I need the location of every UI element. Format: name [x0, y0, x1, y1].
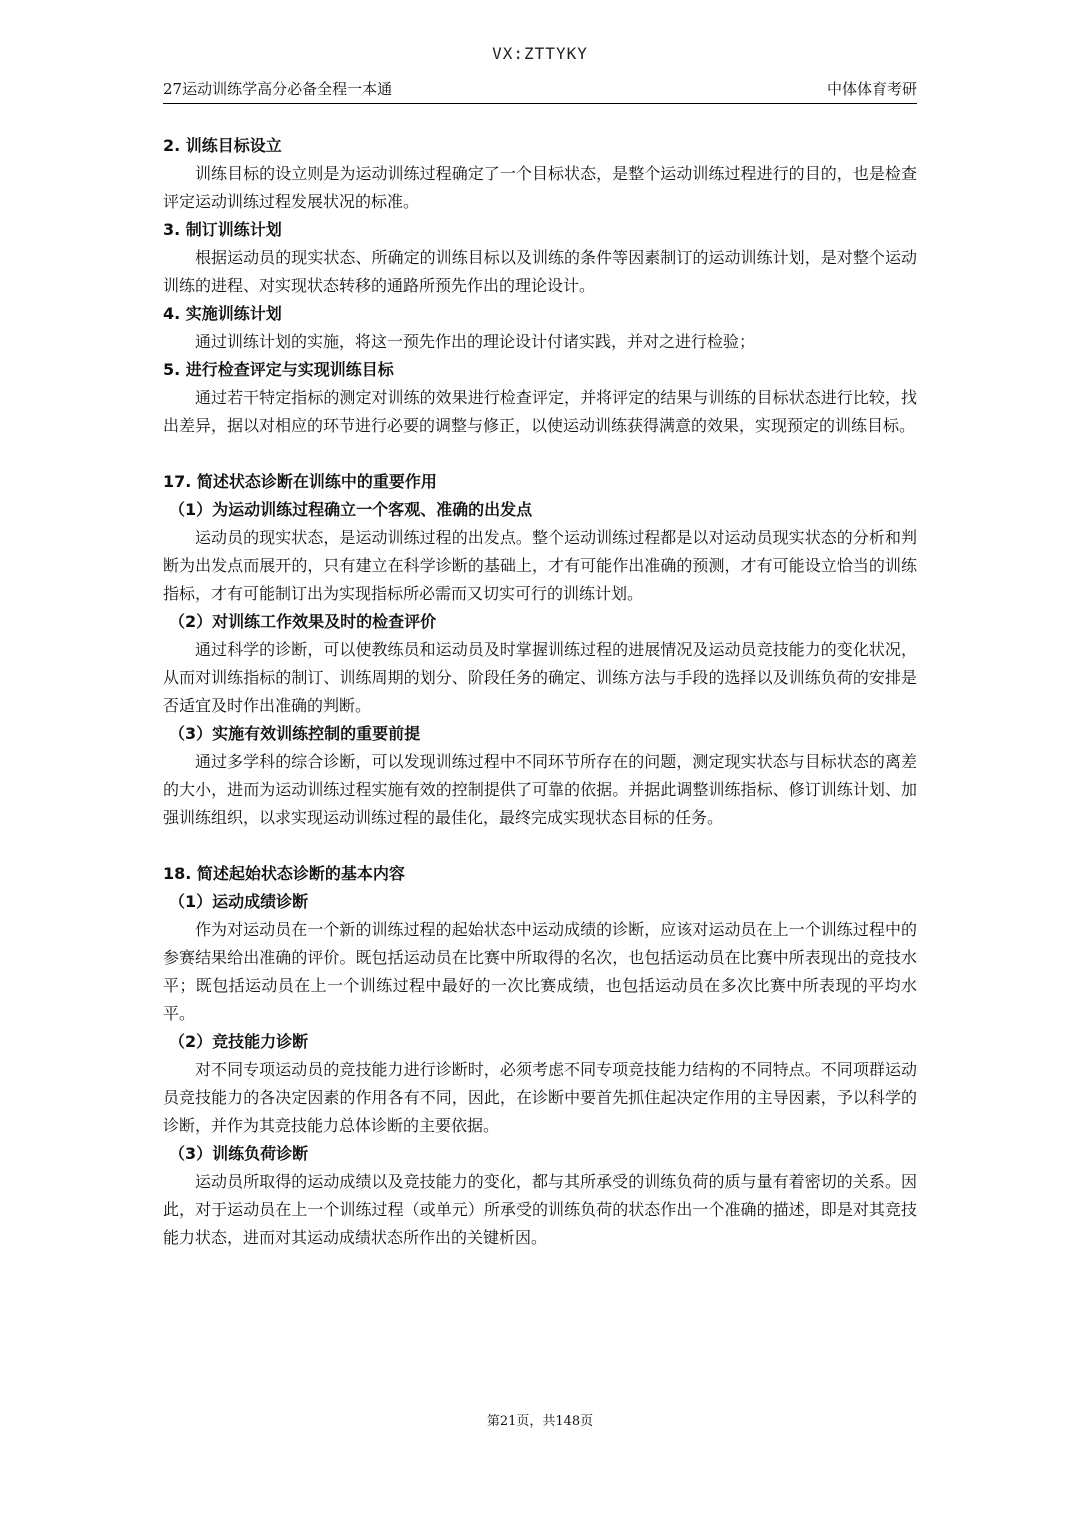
section-heading: 18. 简述起始状态诊断的基本内容	[163, 864, 405, 883]
paragraph: 通过科学的诊断，可以使教练员和运动员及时掌握训练过程的进展情况及运动员竞技能力的变化状况，从而对训练指标的制订、训练周期的划分、阶段任务的确定、训练方法与手段的选择以及训练负荷的安排是否适宜及时作出准确的判断。	[163, 640, 917, 715]
page-content	[163, 132, 917, 1252]
page-number: 第21页，共148页	[486, 1414, 594, 1429]
section-heading: 5. 进行检查评定与实现训练目标	[163, 360, 394, 379]
paragraph: 根据运动员的现实状态、所确定的训练目标以及训练的条件等因素制订的运动训练计划，是对整个运动训练的进程、对实现状态转移的通路所预先作出的理论设计。	[163, 248, 917, 295]
section-heading: 17. 简述状态诊断在训练中的重要作用	[163, 472, 437, 491]
subsection-heading: （2）竞技能力诊断	[169, 1032, 309, 1051]
section-heading: 3. 制订训练计划	[163, 220, 282, 239]
paragraph: 运动员的现实状态，是运动训练过程的出发点。整个运动训练过程都是以对运动员现实状态的分析和判断为出发点而展开的，只有建立在科学诊断的基础上，才有可能作出准确的预测，才有可能设立恰当的训练指标，才有可能制订出为实现指标所必需而又切实可行的训练计划。	[163, 528, 917, 603]
paragraph: 训练目标的设立则是为运动训练过程确定了一个目标状态，是整个运动训练过程进行的目的，也是检查评定运动训练过程发展状况的标准。	[163, 164, 917, 211]
section-gap	[163, 832, 917, 860]
subsection-heading: （1）为运动训练过程确立一个客观、准确的出发点	[169, 500, 533, 519]
paragraph: 对不同专项运动员的竞技能力进行诊断时，必须考虑不同专项竞技能力结构的不同特点。不同项群运动员竞技能力的各决定因素的作用各有不同，因此，在诊断中要首先抓住起决定作用的主导因素，予以科学的诊断，并作为其竞技能力总体诊断的主要依据。	[163, 1060, 917, 1135]
section-gap	[163, 440, 917, 468]
paragraph: 运动员所取得的运动成绩以及竞技能力的变化，都与其所承受的训练负荷的质与量有着密切的关系。因此，对于运动员在上一个训练过程（或单元）所承受的训练负荷的状态作出一个准确的描述，即是对其竞技能力状态，进而对其运动成绩状态所作出的关键析因。	[163, 1172, 917, 1247]
watermark: VX:ZTTYKY	[492, 44, 588, 63]
paragraph: 通过若干特定指标的测定对训练的效果进行检查评定，并将评定的结果与训练的目标状态进行比较，找出差异，据以对相应的环节进行必要的调整与修正，以使运动训练获得满意的效果，实现预定的训练目标。	[163, 388, 917, 435]
subsection-heading: （2）对训练工作效果及时的检查评价	[169, 612, 437, 631]
header-title: 27运动训练学高分必备全程一本通	[163, 80, 393, 98]
header-publisher: 中体体育考研	[826, 80, 917, 98]
paragraph: 通过多学科的综合诊断，可以发现训练过程中不同环节所存在的问题，测定现实状态与目标状态的离差的大小，进而为运动训练过程实施有效的控制提供了可靠的依据。并据此调整训练指标、修订训练计划、加强训练组织，以求实现运动训练过程的最佳化，最终完成实现状态目标的任务。	[163, 752, 917, 827]
header-rule	[163, 103, 917, 104]
section-heading: 2. 训练目标设立	[163, 136, 282, 155]
section-heading: 4. 实施训练计划	[163, 304, 282, 323]
subsection-heading: （3）训练负荷诊断	[169, 1144, 309, 1163]
paragraph: 作为对运动员在一个新的训练过程的起始状态中运动成绩的诊断，应该对运动员在上一个训练过程中的参赛结果给出准确的评价。既包括运动员在比赛中所取得的名次，也包括运动员在比赛中所表现出的竞技水平；既包括运动员在上一个训练过程中最好的一次比赛成绩，也包括运动员在多次比赛中所表现的平均水平。	[163, 920, 917, 1023]
subsection-heading: （1）运动成绩诊断	[169, 892, 309, 911]
subsection-heading: （3）实施有效训练控制的重要前提	[169, 724, 421, 743]
paragraph: 通过训练计划的实施，将这一预先作出的理论设计付诸实践，并对之进行检验；	[195, 332, 756, 351]
